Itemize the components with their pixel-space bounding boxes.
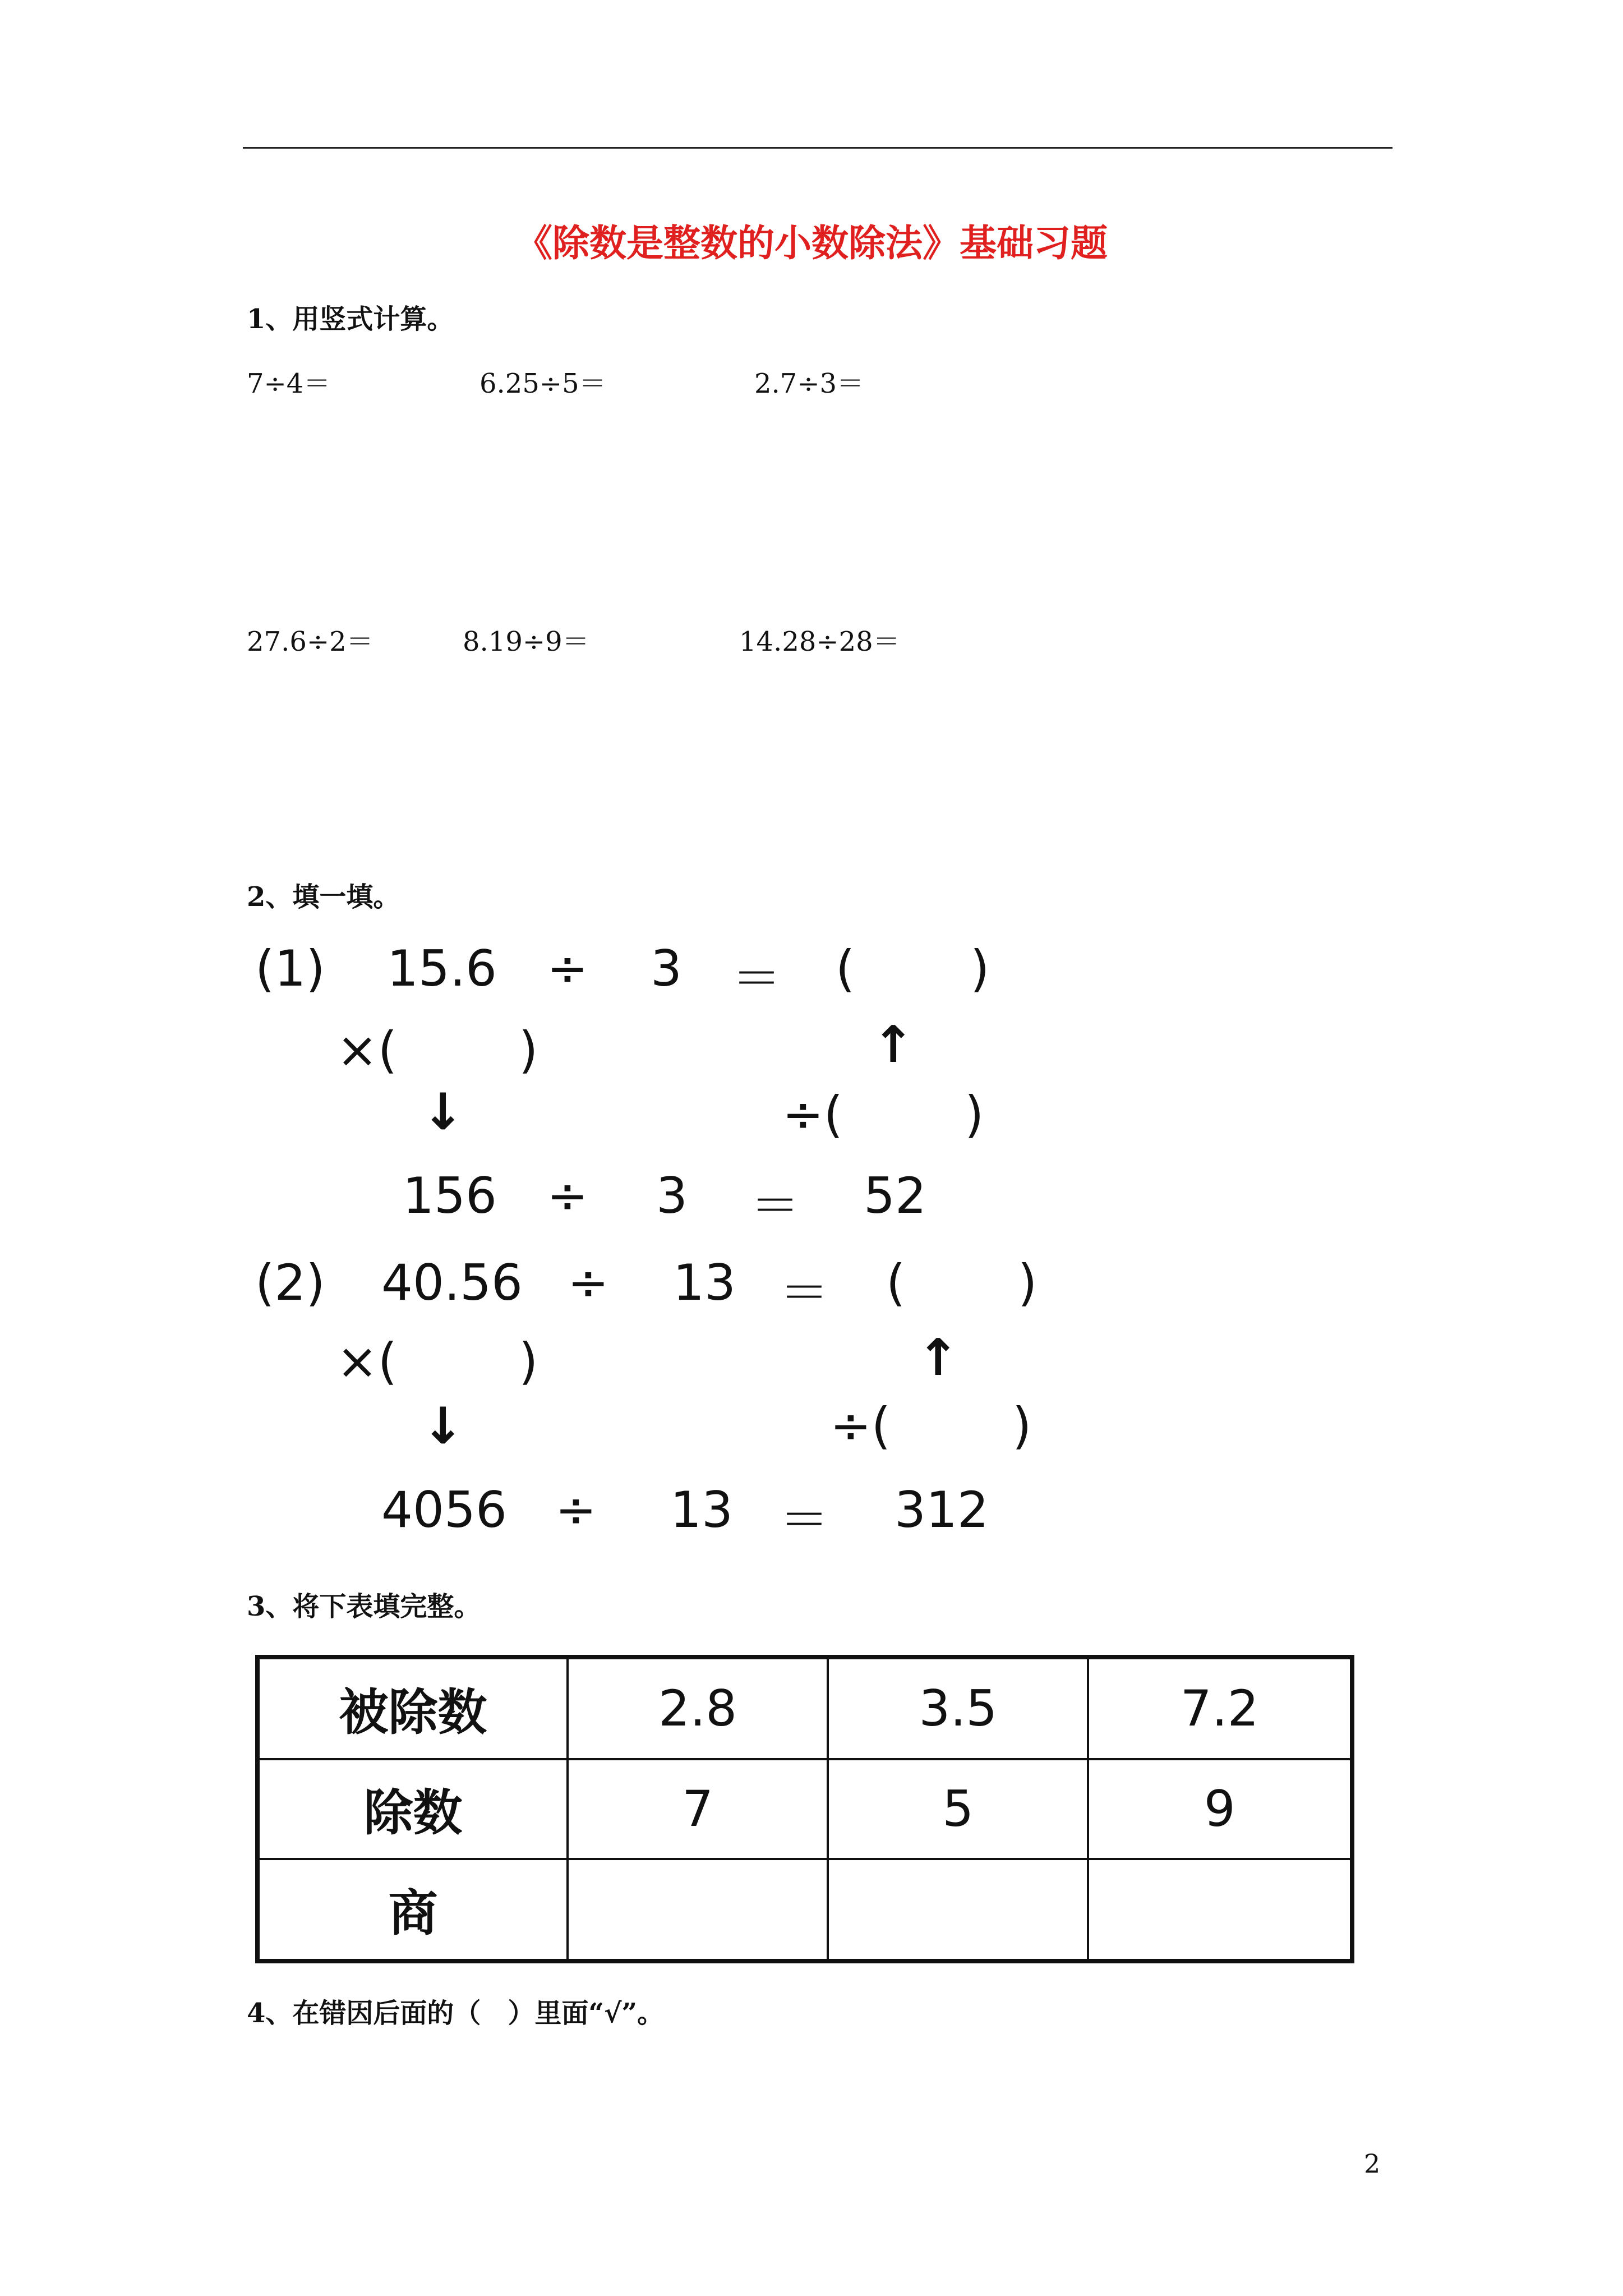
q2-p1-bottom-quotient: 52 — [864, 1167, 926, 1225]
page-title: 《除数是整数的小数除法》基础习题 — [515, 221, 1108, 265]
q2-p1-open-paren: ( — [836, 940, 855, 997]
page-number: 2 — [1364, 2148, 1381, 2179]
q2-p2-close-paren: ) — [1018, 1254, 1038, 1312]
up-arrow-icon: ↑ — [872, 1015, 915, 1074]
table-row — [257, 1657, 1352, 1759]
q2-p2-bottom-divisor: 13 — [670, 1481, 733, 1539]
table-cell: 7 — [568, 1759, 828, 1860]
q1-expr-4: 27.6÷2＝ — [247, 626, 374, 657]
q2-p2-div-blank: ÷( — [830, 1397, 891, 1455]
q2-p2-div-close: ) — [1012, 1397, 1032, 1455]
q1-expr-3: 2.7÷3＝ — [754, 368, 864, 399]
q2-p2-open-paren: ( — [886, 1254, 906, 1312]
q2-p2-bottom-equals: ＝ — [780, 1491, 829, 1549]
table-cell: 2.8 — [568, 1657, 828, 1759]
q2-p2-dividend: 40.56 — [381, 1254, 523, 1312]
q2-p1-close-paren: ) — [970, 940, 990, 997]
q4-heading: 4、在错因后面的（ ）里面“√”。 — [247, 1998, 665, 2029]
q1-heading: 1、用竖式计算。 — [247, 303, 454, 335]
division-table — [255, 1655, 1354, 1963]
table-cell: 7.2 — [1088, 1657, 1352, 1759]
q2-p2-mult-blank: ×( — [336, 1332, 398, 1390]
table-cell: 5 — [828, 1759, 1088, 1860]
table-cell-blank — [568, 1859, 828, 1961]
q3-heading: 3、将下表填完整。 — [247, 1591, 481, 1622]
q1-expr-1: 7÷4＝ — [247, 368, 331, 399]
q2-p1-mult-blank: ×( — [336, 1021, 398, 1079]
q2-p2-bottom-quotient: 312 — [895, 1481, 989, 1539]
q2-p1-label: (1) — [255, 940, 325, 997]
q2-p1-equals: ＝ — [732, 950, 782, 1007]
q2-p1-mult-close: ) — [519, 1021, 538, 1079]
q2-p2-div-sign: ÷ — [568, 1254, 609, 1312]
q2-p1-div-blank: ÷( — [782, 1085, 843, 1143]
down-arrow-icon: ↓ — [422, 1397, 464, 1456]
q2-p1-divisor: 3 — [651, 940, 682, 997]
up-arrow-icon: ↑ — [917, 1328, 960, 1387]
q2-p1-bottom-div-sign: ÷ — [547, 1167, 588, 1225]
q2-p2-label: (2) — [255, 1254, 325, 1312]
q2-p1-dividend: 15.6 — [387, 940, 497, 997]
down-arrow-icon: ↓ — [422, 1083, 464, 1142]
table-row — [257, 1859, 1352, 1961]
table-row-header: 除数 — [257, 1759, 568, 1860]
q2-p1-div-close: ) — [965, 1085, 984, 1143]
q2-p1-bottom-dividend: 156 — [403, 1167, 497, 1225]
table-row-header: 商 — [257, 1859, 568, 1961]
q2-p2-divisor: 13 — [673, 1254, 736, 1312]
table-row — [257, 1759, 1352, 1860]
q2-p1-bottom-equals: ＝ — [750, 1177, 800, 1235]
header-rule — [243, 147, 1393, 149]
q2-p2-equals: ＝ — [780, 1264, 829, 1322]
q2-heading: 2、填一填。 — [247, 881, 400, 913]
q2-p2-bottom-dividend: 4056 — [381, 1481, 507, 1539]
table-row-header: 被除数 — [257, 1657, 568, 1759]
q2-p1-bottom-divisor: 3 — [656, 1167, 688, 1225]
q2-p2-mult-close: ) — [519, 1332, 538, 1390]
table-cell-blank — [828, 1859, 1088, 1961]
table-cell: 9 — [1088, 1759, 1352, 1860]
table-cell-blank — [1088, 1859, 1352, 1961]
q2-p1-div-sign: ÷ — [547, 940, 588, 997]
q1-expr-6: 14.28÷28＝ — [739, 626, 900, 657]
q1-expr-2: 6.25÷5＝ — [479, 368, 606, 399]
q2-p2-bottom-div-sign: ÷ — [555, 1481, 597, 1539]
q1-expr-5: 8.19÷9＝ — [463, 626, 589, 657]
table-cell: 3.5 — [828, 1657, 1088, 1759]
